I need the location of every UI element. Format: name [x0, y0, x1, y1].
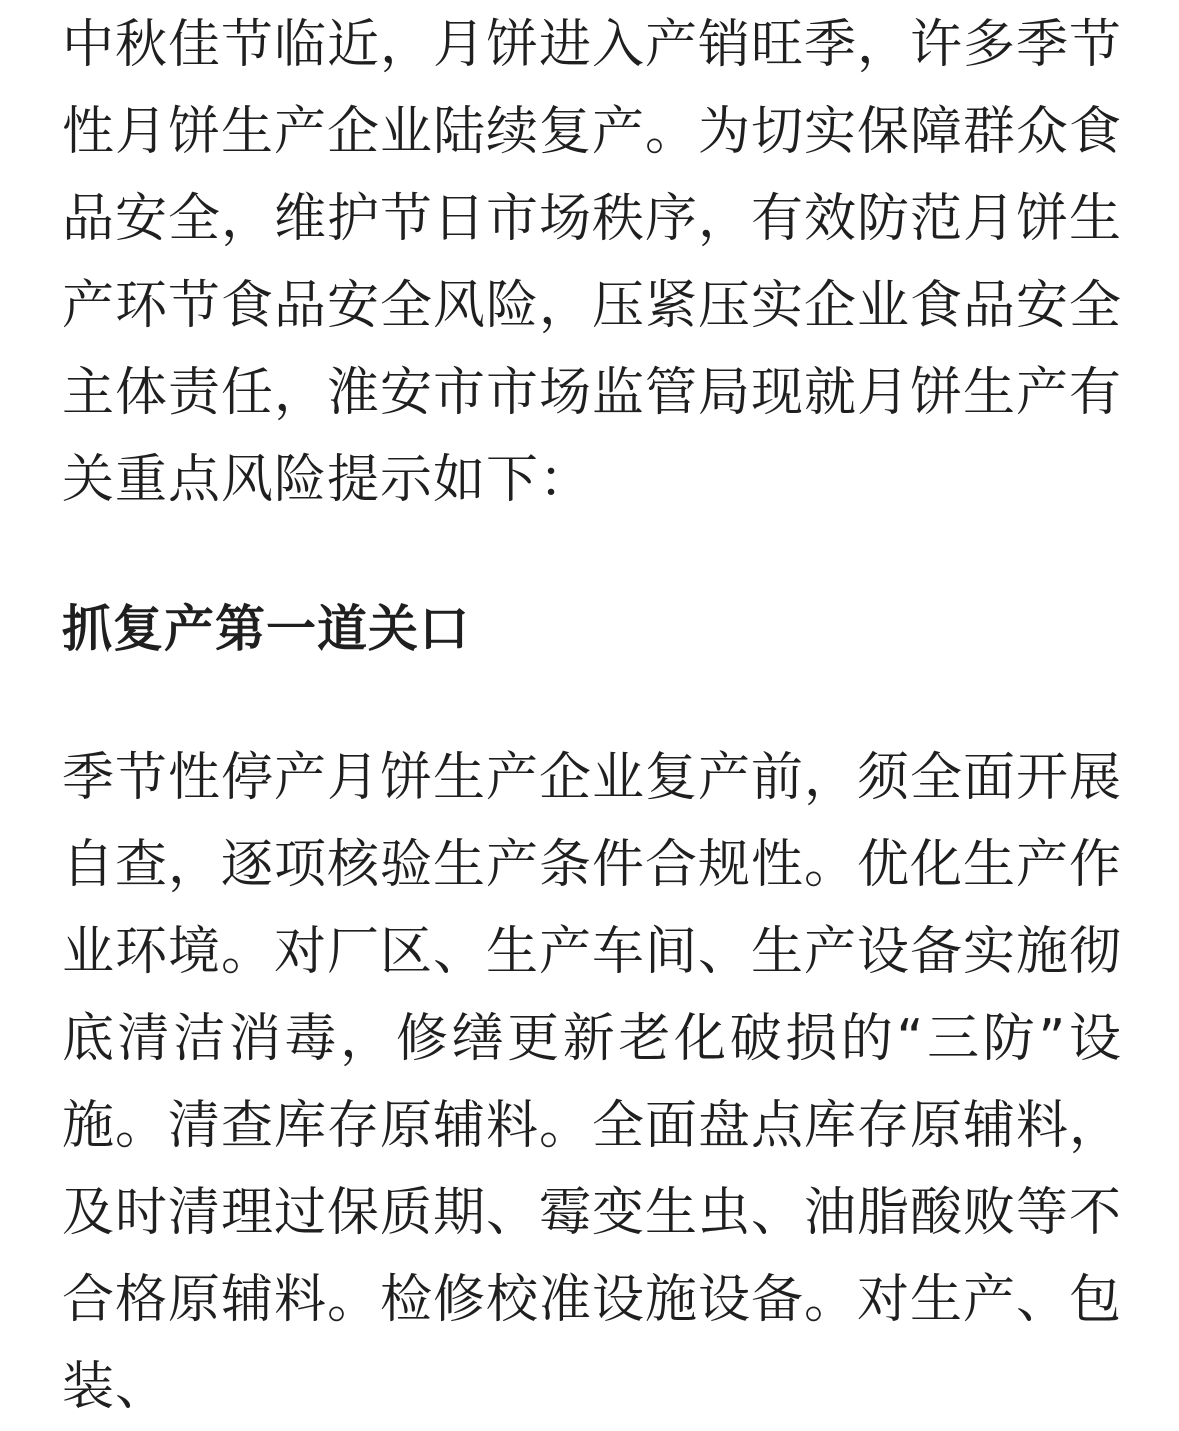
paragraph-spacer [62, 673, 1122, 735]
article-body [62, 0, 1122, 1431]
paragraph-spacer [62, 524, 1122, 586]
section-paragraph: 季节性停产月饼生产企业复产前，须全面开展自查，逐项核验生产条件合规性。优化生产作业环境。对厂区、生产车间、生产设备实施彻底清洁消毒，修缮更新老化破损的“三防”设施。清查库存原辅料。全面盘点库存原辅料，及时清理过保质期、霉变生虫、油脂酸败等不合格原辅料。检修校准设施设备。对生产、包装、 [62, 748, 1123, 1417]
intro-paragraph: 中秋佳节临近，月饼进入产销旺季，许多季节性月饼生产企业陆续复产。为切实保障群众食品安全，维护节日市场秩序，有效防范月饼生产环节食品安全风险，压紧压实企业食品安全主体责任，淮安市市场监管局现就月饼生产有关重点风险提示如下： [62, 15, 1123, 510]
section-heading: 抓复产第一道关口 [62, 600, 470, 658]
